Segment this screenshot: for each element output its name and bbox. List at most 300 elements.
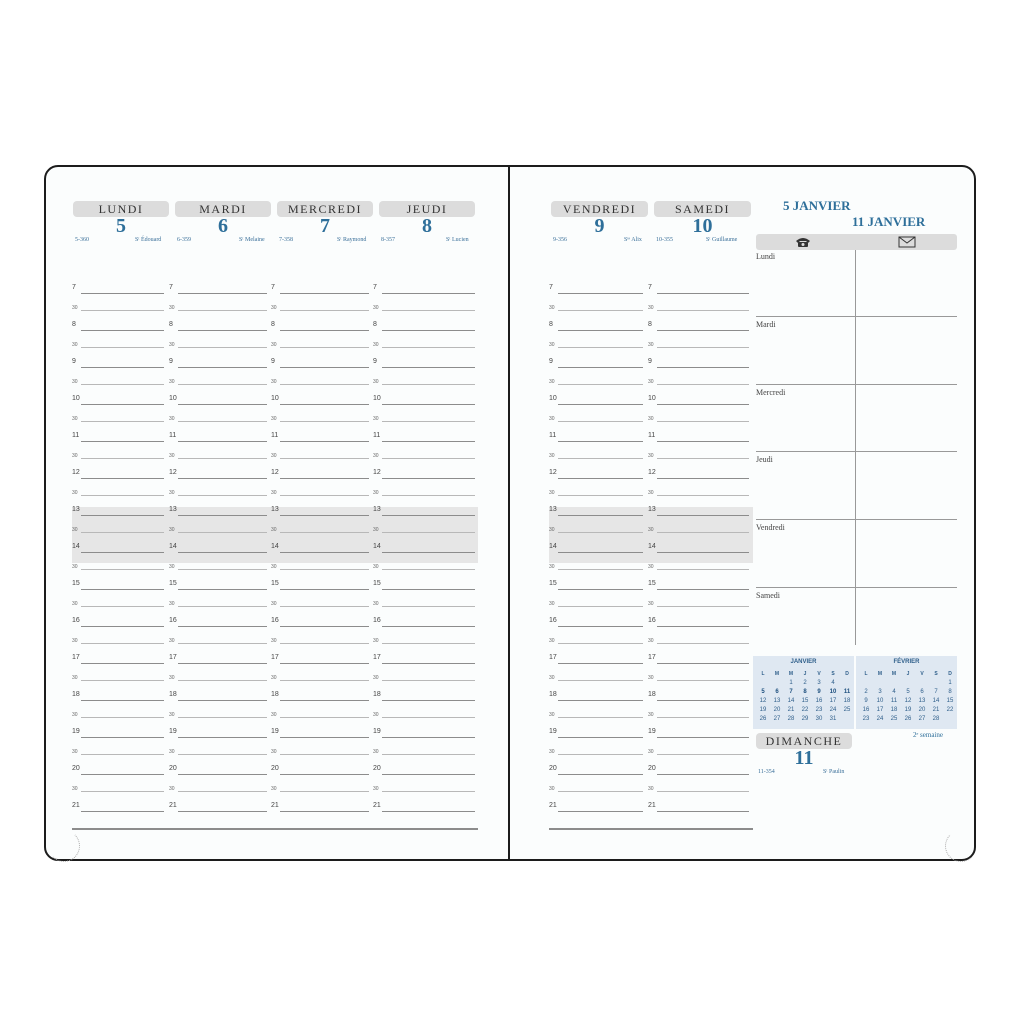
calendar-day: 17: [829, 698, 837, 704]
half-hour-line: [382, 310, 475, 311]
week-end-title: 11 JANVIER: [852, 214, 926, 229]
calendar-day: [901, 679, 915, 687]
half-hour-label: 30: [549, 452, 555, 459]
saint-saturday: Sᵗ Guillaume: [706, 237, 738, 243]
hour-label: 16: [72, 617, 80, 624]
half-hour-label: 30: [271, 489, 277, 496]
half-hour-line: [657, 569, 749, 570]
half-hour-line: [382, 532, 475, 533]
hour-label: 21: [169, 802, 177, 809]
half-hour-line: [382, 347, 475, 348]
hour-label: 8: [169, 321, 173, 328]
half-hour-label: 30: [549, 489, 555, 496]
half-hour-label: 30: [72, 637, 78, 644]
hour-label: 15: [271, 580, 279, 587]
hour-line: [558, 663, 643, 664]
hour-label: 10: [72, 395, 80, 402]
half-hour-label: 30: [549, 526, 555, 533]
hour-label: 15: [549, 580, 557, 587]
hour-label: 16: [373, 617, 381, 624]
half-hour-line: [558, 680, 643, 681]
half-hour-line: [81, 717, 164, 718]
half-hour-line: [558, 717, 643, 718]
calendar-day: 1: [789, 680, 793, 686]
hour-label: 20: [549, 765, 557, 772]
calendar-day: 21: [932, 707, 940, 713]
hour-line: [558, 737, 643, 738]
hour-line: [178, 811, 267, 812]
hour-label: 15: [72, 580, 80, 587]
day-code-thursday: 8-357: [381, 237, 395, 243]
half-hour-label: 30: [648, 748, 654, 755]
half-hour-label: 30: [373, 452, 379, 459]
weekday-header: J: [906, 671, 910, 677]
hour-line: [382, 478, 475, 479]
hour-label: 9: [271, 358, 275, 365]
mini-calendar-february: [856, 656, 957, 729]
half-hour-line: [81, 384, 164, 385]
calendar-day: 6: [920, 689, 924, 695]
half-hour-line: [280, 384, 369, 385]
hour-label: 14: [549, 543, 557, 550]
hour-line: [657, 367, 749, 368]
hour-line: [81, 700, 164, 701]
calendar-day: 30: [815, 716, 823, 722]
calendar-month: JANVIER: [790, 659, 817, 665]
hour-line: [382, 293, 475, 294]
calendar-day: [859, 679, 873, 687]
hour-label: 21: [271, 802, 279, 809]
half-hour-label: 30: [549, 600, 555, 607]
calendar-day: 2: [803, 680, 807, 686]
half-hour-label: 30: [373, 600, 379, 607]
half-hour-line: [81, 347, 164, 348]
half-hour-line: [178, 532, 267, 533]
half-hour-line: [382, 680, 475, 681]
half-hour-line: [280, 495, 369, 496]
calendar-day: 13: [773, 698, 781, 704]
saint-sunday: Sᵗ Paulin: [823, 769, 845, 775]
half-hour-line: [657, 384, 749, 385]
hour-line: [657, 774, 749, 775]
half-hour-label: 30: [373, 341, 379, 348]
hour-label: 8: [373, 321, 377, 328]
hour-line: [81, 515, 164, 516]
hour-line: [657, 663, 749, 664]
hour-label: 16: [169, 617, 177, 624]
calendar-day: 11: [843, 689, 851, 695]
hour-line: [657, 441, 749, 442]
half-hour-line: [657, 458, 749, 459]
notes-day-label: Mercredi: [756, 388, 786, 397]
day-header-saturday: SAMEDI: [654, 201, 751, 217]
day-number-thursday: 8: [422, 215, 432, 237]
half-hour-label: 30: [169, 748, 175, 755]
hour-line: [382, 811, 475, 812]
hour-line: [382, 589, 475, 590]
half-hour-label: 30: [373, 637, 379, 644]
half-hour-label: 30: [549, 785, 555, 792]
half-hour-line: [178, 680, 267, 681]
hour-line: [280, 330, 369, 331]
day-code-friday: 9-356: [553, 237, 567, 243]
hour-label: 8: [271, 321, 275, 328]
hour-label: 9: [72, 358, 76, 365]
day-header-sunday: DIMANCHE: [756, 733, 852, 749]
calendar-day: 3: [817, 680, 821, 686]
half-hour-line: [178, 347, 267, 348]
half-hour-label: 30: [271, 711, 277, 718]
calendar-day: 17: [876, 707, 884, 713]
half-hour-label: 30: [373, 748, 379, 755]
half-hour-label: 30: [72, 378, 78, 385]
calendar-day: 5: [761, 689, 765, 695]
half-hour-line: [178, 569, 267, 570]
half-hour-label: 30: [271, 415, 277, 422]
calendar-day: [840, 715, 854, 723]
calendar-day: 12: [904, 698, 912, 704]
notes-day-label: Jeudi: [756, 455, 773, 464]
calendar-day: 12: [759, 698, 767, 704]
half-hour-line: [382, 754, 475, 755]
calendar-day: 4: [892, 689, 896, 695]
calendar-day: 20: [773, 707, 781, 713]
week-start-title: 5 JANVIER: [783, 198, 851, 213]
notes-divider: [756, 587, 957, 588]
half-hour-label: 30: [169, 378, 175, 385]
weekday-header: D: [845, 671, 849, 677]
hour-label: 18: [648, 691, 656, 698]
hour-label: 17: [648, 654, 656, 661]
half-hour-line: [280, 717, 369, 718]
calendar-day: [770, 679, 784, 687]
weekday-header: D: [948, 671, 952, 677]
hour-label: 10: [373, 395, 381, 402]
half-hour-label: 30: [169, 563, 175, 570]
half-hour-line: [81, 421, 164, 422]
half-hour-line: [81, 754, 164, 755]
calendar-day: [915, 679, 929, 687]
day-header-monday: LUNDI: [73, 201, 169, 217]
half-hour-line: [178, 754, 267, 755]
half-hour-label: 30: [169, 526, 175, 533]
calendar-day: 25: [843, 707, 851, 713]
hour-line: [280, 552, 369, 553]
hour-line: [81, 330, 164, 331]
half-hour-label: 30: [169, 785, 175, 792]
hour-line: [178, 700, 267, 701]
hour-line: [178, 552, 267, 553]
hour-line: [81, 737, 164, 738]
calendar-day: 16: [815, 698, 823, 704]
day-header-thursday: JEUDI: [379, 201, 475, 217]
calendar-grid: [756, 670, 854, 723]
hour-line: [657, 293, 749, 294]
half-hour-label: 30: [373, 563, 379, 570]
hour-line: [178, 330, 267, 331]
half-hour-label: 30: [373, 674, 379, 681]
half-hour-label: 30: [271, 341, 277, 348]
hour-line: [382, 552, 475, 553]
hour-line: [382, 700, 475, 701]
half-hour-label: 30: [648, 711, 654, 718]
half-hour-line: [657, 643, 749, 644]
notes-day-label: Vendredi: [756, 523, 785, 532]
hour-label: 9: [169, 358, 173, 365]
calendar-day: [756, 679, 770, 687]
calendar-day: [887, 679, 901, 687]
half-hour-label: 30: [648, 489, 654, 496]
half-hour-label: 30: [72, 526, 78, 533]
hour-line: [657, 404, 749, 405]
half-hour-line: [280, 347, 369, 348]
half-hour-line: [382, 717, 475, 718]
hour-line: [280, 478, 369, 479]
hour-label: 9: [648, 358, 652, 365]
half-hour-line: [558, 532, 643, 533]
half-hour-label: 30: [549, 637, 555, 644]
half-hour-label: 30: [72, 748, 78, 755]
half-hour-label: 30: [648, 637, 654, 644]
hour-label: 19: [169, 728, 177, 735]
notes-day-label: Samedi: [756, 591, 780, 600]
calendar-grid: [859, 670, 957, 723]
hour-line: [657, 589, 749, 590]
half-hour-label: 30: [72, 785, 78, 792]
half-hour-label: 30: [648, 415, 654, 422]
day-number-tuesday: 6: [218, 215, 228, 237]
half-hour-line: [280, 421, 369, 422]
half-hour-line: [81, 495, 164, 496]
hour-label: 19: [72, 728, 80, 735]
half-hour-line: [657, 606, 749, 607]
hour-label: 11: [169, 432, 177, 439]
hour-label: 12: [72, 469, 80, 476]
hour-line: [178, 626, 267, 627]
hour-label: 13: [549, 506, 557, 513]
calendar-day: 13: [918, 698, 926, 704]
day-code-tuesday: 6-359: [177, 237, 191, 243]
half-hour-label: 30: [169, 304, 175, 311]
half-hour-label: 30: [648, 526, 654, 533]
half-hour-label: 30: [169, 415, 175, 422]
half-hour-line: [558, 310, 643, 311]
hour-line: [178, 293, 267, 294]
calendar-day: 18: [890, 707, 898, 713]
hour-line: [558, 811, 643, 812]
half-hour-line: [280, 606, 369, 607]
hour-line: [382, 404, 475, 405]
hour-label: 18: [72, 691, 80, 698]
calendar-day: 9: [817, 689, 821, 695]
hour-line: [280, 626, 369, 627]
day-code-saturday: 10-355: [656, 237, 673, 243]
hour-label: 8: [72, 321, 76, 328]
calendar-day: 24: [876, 716, 884, 722]
hour-label: 7: [549, 284, 553, 291]
hour-line: [657, 552, 749, 553]
hour-label: 13: [72, 506, 80, 513]
weekday-header: S: [831, 671, 835, 677]
hour-label: 19: [648, 728, 656, 735]
calendar-day: 2: [864, 689, 868, 695]
hour-line: [657, 626, 749, 627]
hour-line: [558, 589, 643, 590]
half-hour-line: [280, 458, 369, 459]
weekday-header: J: [803, 671, 807, 677]
half-hour-line: [178, 458, 267, 459]
half-hour-label: 30: [271, 378, 277, 385]
calendar-day: 3: [878, 689, 882, 695]
hour-line: [382, 737, 475, 738]
hour-line: [558, 626, 643, 627]
calendar-day: 26: [759, 716, 767, 722]
half-hour-line: [178, 606, 267, 607]
hour-label: 10: [169, 395, 177, 402]
half-hour-label: 30: [648, 674, 654, 681]
half-hour-label: 30: [271, 600, 277, 607]
book-spine: [508, 166, 510, 860]
half-hour-line: [382, 606, 475, 607]
half-hour-line: [558, 421, 643, 422]
half-hour-line: [657, 495, 749, 496]
hour-line: [178, 441, 267, 442]
half-hour-line: [280, 791, 369, 792]
half-hour-label: 30: [271, 452, 277, 459]
hour-label: 20: [72, 765, 80, 772]
week-number-label: 2ᵉ semaine: [913, 731, 943, 739]
hour-line: [382, 515, 475, 516]
half-hour-label: 30: [72, 674, 78, 681]
calendar-day: 15: [801, 698, 809, 704]
hour-line: [280, 589, 369, 590]
half-hour-line: [178, 643, 267, 644]
hour-label: 14: [373, 543, 381, 550]
calendar-day: [929, 679, 943, 687]
weekday-header: M: [877, 671, 883, 677]
hour-label: 13: [373, 506, 381, 513]
hour-label: 13: [271, 506, 279, 513]
hour-line: [558, 700, 643, 701]
half-hour-label: 30: [271, 637, 277, 644]
half-hour-label: 30: [373, 378, 379, 385]
notes-divider: [756, 519, 957, 520]
half-hour-line: [558, 791, 643, 792]
day-number-monday: 5: [116, 215, 126, 237]
half-hour-line: [81, 643, 164, 644]
mini-calendar-january: [753, 656, 854, 729]
day-code-wednesday: 7-358: [279, 237, 293, 243]
half-hour-label: 30: [169, 489, 175, 496]
hour-label: 12: [549, 469, 557, 476]
half-hour-line: [382, 384, 475, 385]
hour-label: 10: [549, 395, 557, 402]
half-hour-line: [280, 754, 369, 755]
calendar-day: [873, 679, 887, 687]
half-hour-line: [81, 532, 164, 533]
hour-line: [178, 774, 267, 775]
half-hour-label: 30: [72, 563, 78, 570]
half-hour-line: [382, 791, 475, 792]
hour-label: 14: [169, 543, 177, 550]
hour-line: [178, 737, 267, 738]
half-hour-label: 30: [72, 341, 78, 348]
hour-line: [81, 367, 164, 368]
half-hour-line: [558, 458, 643, 459]
hour-line: [657, 811, 749, 812]
calendar-day: 28: [932, 716, 940, 722]
phone-icon: [794, 236, 812, 248]
day-number-friday: 9: [594, 215, 605, 237]
hour-label: 21: [373, 802, 381, 809]
hour-line: [178, 589, 267, 590]
hour-label: 18: [271, 691, 279, 698]
hour-line: [558, 515, 643, 516]
half-hour-label: 30: [169, 452, 175, 459]
half-hour-label: 30: [648, 600, 654, 607]
hour-line: [558, 367, 643, 368]
hour-label: 11: [549, 432, 557, 439]
half-hour-label: 30: [373, 711, 379, 718]
weekday-header: V: [817, 671, 821, 677]
notes-column-divider: [855, 250, 856, 645]
hour-line: [280, 404, 369, 405]
hour-line: [280, 293, 369, 294]
weekday-header: M: [788, 671, 794, 677]
half-hour-line: [178, 717, 267, 718]
half-hour-label: 30: [373, 304, 379, 311]
calendar-day: 18: [843, 698, 851, 704]
half-hour-line: [558, 495, 643, 496]
notes-day-label: Lundi: [756, 252, 776, 261]
hour-line: [81, 589, 164, 590]
hour-line: [382, 774, 475, 775]
half-hour-line: [178, 421, 267, 422]
day-code-sunday: 11-354: [758, 769, 775, 775]
half-hour-label: 30: [373, 785, 379, 792]
half-hour-label: 30: [271, 748, 277, 755]
half-hour-line: [280, 680, 369, 681]
half-hour-label: 30: [648, 378, 654, 385]
page-corner-right: [945, 830, 977, 862]
hour-line: [81, 663, 164, 664]
saint-thursday: Sᵗ Lucien: [446, 237, 469, 243]
calendar-day: [840, 679, 854, 687]
calendar-day: 23: [815, 707, 823, 713]
half-hour-line: [81, 791, 164, 792]
half-hour-label: 30: [271, 526, 277, 533]
hour-line: [657, 737, 749, 738]
half-hour-label: 30: [648, 341, 654, 348]
hour-line: [81, 441, 164, 442]
calendar-day: 27: [918, 716, 926, 722]
half-hour-label: 30: [72, 452, 78, 459]
hour-label: 21: [648, 802, 656, 809]
half-hour-label: 30: [271, 674, 277, 681]
half-hour-line: [382, 458, 475, 459]
calendar-month: FÉVRIER: [893, 659, 920, 665]
weekday-header: V: [920, 671, 924, 677]
hour-label: 19: [549, 728, 557, 735]
calendar-day: [943, 715, 957, 723]
half-hour-label: 30: [648, 304, 654, 311]
hour-line: [81, 552, 164, 553]
half-hour-line: [558, 606, 643, 607]
hour-label: 14: [648, 543, 656, 550]
half-hour-line: [657, 347, 749, 348]
calendar-day: 1: [948, 680, 952, 686]
hour-line: [558, 441, 643, 442]
